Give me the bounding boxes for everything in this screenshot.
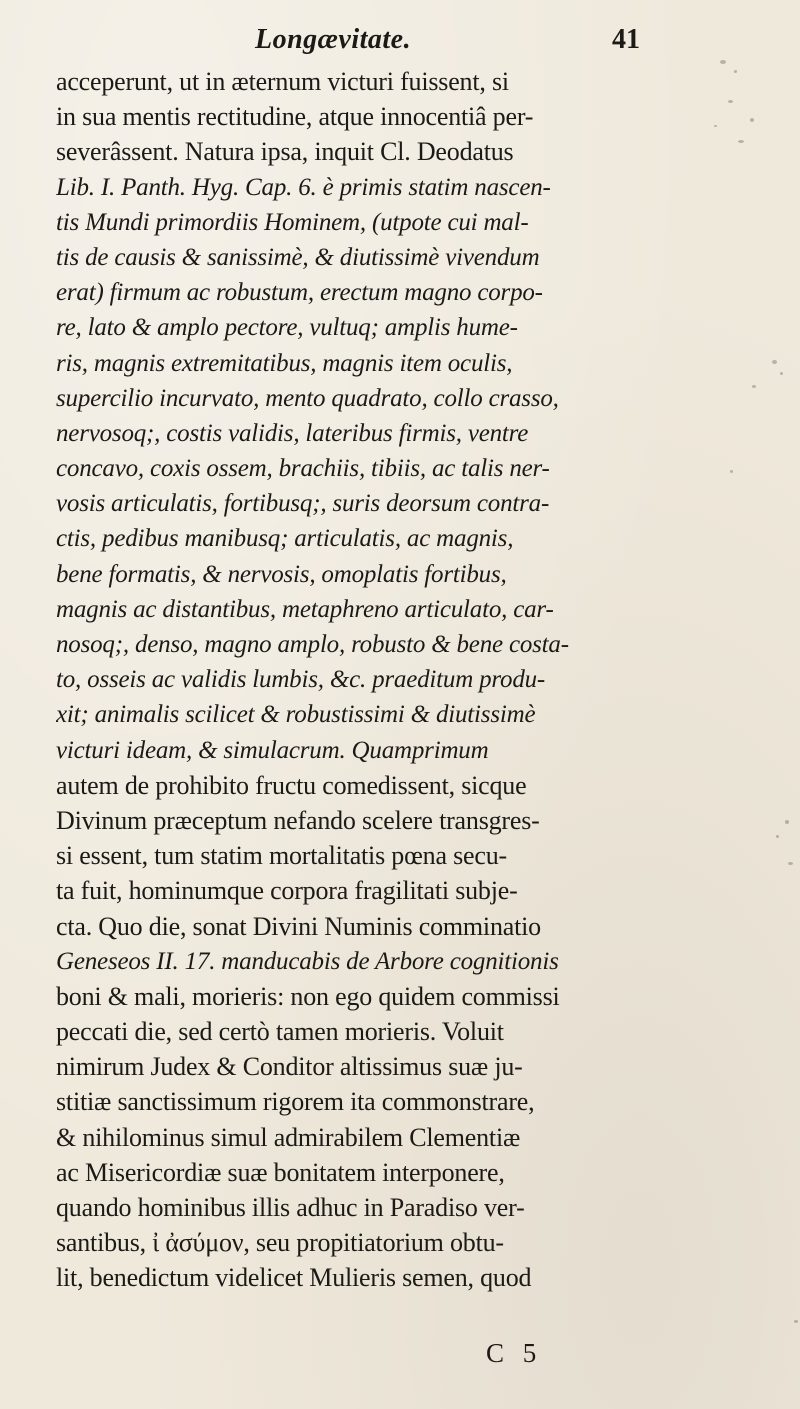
bleed-through-marks bbox=[690, 0, 800, 1409]
text-line: ta fuit, hominumque corpora fragilitati subje- bbox=[56, 876, 518, 906]
text-line: victuri ideam, & simulacrum. Quamprimum bbox=[56, 736, 489, 764]
text-line: re, lato & amplo pectore, vultuq; amplis hume- bbox=[56, 314, 518, 342]
text-line: peccati die, sed certò tamen morieris. Voluit bbox=[56, 1017, 504, 1047]
text-line: & nihilominus simul admirabilem Clementiæ bbox=[56, 1122, 521, 1152]
text-line: magnis ac distantibus, metaphreno articulato, car- bbox=[56, 595, 554, 623]
text-line: Geneseos II. 17. manducabis de Arbore cognitionis bbox=[56, 947, 559, 975]
text-line: santibus, ἰ ἀσύμον, seu propitiatorium obtu- bbox=[56, 1228, 504, 1258]
text-line: nosoq;, denso, magno amplo, robusto & bene costa- bbox=[56, 631, 569, 658]
text-line: ac Misericordiæ suæ bonitatem interponere, bbox=[56, 1157, 505, 1187]
text-line: si essent, tum statim mortalitatis pœna secu- bbox=[56, 841, 507, 871]
text-line: acceperunt, ut in æternum victuri fuissent, si bbox=[56, 67, 509, 96]
text-line: Lib. I. Panth. Hyg. Cap. 6. è primis statim nascen- bbox=[56, 173, 551, 201]
signature-mark: C 5 bbox=[486, 1338, 543, 1368]
text-line: concavo, coxis ossem, brachiis, tibiis, ac talis ner- bbox=[56, 455, 550, 483]
text-line: bene formatis, & nervosis, omoplatis fortibus, bbox=[56, 560, 507, 588]
text-line: Divinum præceptum nefando scelere transgres- bbox=[56, 805, 540, 835]
text-line: vosis articulatis, fortibusq;, suris deorsum contra- bbox=[56, 490, 550, 518]
running-title: Longævitate. bbox=[255, 24, 412, 55]
text-line: xit; animalis scilicet & robustissimi & diutissimè bbox=[56, 701, 536, 729]
text-line: supercilio incurvato, mento quadrato, collo crasso, bbox=[56, 384, 559, 412]
text-line: ris, magnis extremitatibus, magnis item oculis, bbox=[56, 349, 513, 377]
text-line: nervosoq;, costis validis, lateribus firmis, ventre bbox=[56, 419, 529, 447]
text-line: boni & mali, morieris: non ego quidem commissi bbox=[56, 981, 560, 1011]
text-line: tis Mundi primordiis Hominem, (utpote cui mal- bbox=[56, 208, 529, 236]
text-line: quando hominibus illis adhuc in Paradiso ver- bbox=[56, 1193, 525, 1222]
text-line: stitiæ sanctissimum rigorem ita commonstrare, bbox=[56, 1087, 535, 1117]
text-line: ctis, pedibus manibusq; articulatis, ac magnis, bbox=[56, 525, 514, 553]
text-line: tis de causis & sanissimè, & diutissimè vivendum bbox=[56, 243, 540, 271]
text-line: lit, benedictum videlicet Mulieris semen, quod bbox=[56, 1263, 532, 1293]
text-line: cta. Quo die, sonat Divini Numinis comminatio bbox=[56, 911, 541, 941]
text-line: nimirum Judex & Conditor altissimus suæ ju- bbox=[56, 1052, 523, 1082]
text-line: in sua mentis rectitudine, atque innocentiâ per- bbox=[56, 102, 534, 132]
page-number: 41 bbox=[612, 24, 640, 55]
running-head bbox=[0, 22, 680, 66]
text-line: to, osseis ac validis lumbis, &c. praeditum produ- bbox=[56, 666, 546, 694]
text-line: autem de prohibito fructu comedissent, sicque bbox=[56, 770, 527, 800]
text-line: severâssent. Natura ipsa, inquit Cl. Deodatus bbox=[56, 137, 514, 167]
body-text bbox=[56, 64, 676, 1296]
text-line: erat) firmum ac robustum, erectum magno corpo- bbox=[56, 279, 543, 307]
